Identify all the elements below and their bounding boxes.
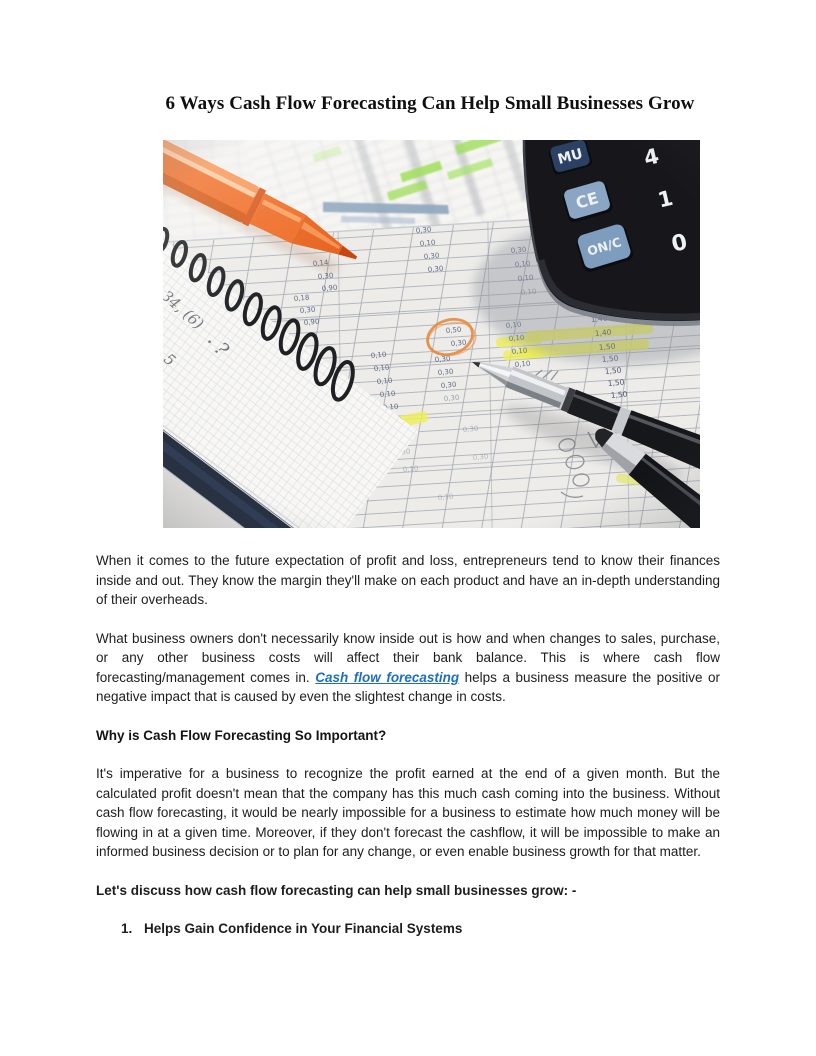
paragraph-importance: It's imperative for a business to recognize the profit earned at the end of a given month. But the calculated profit doesn't mean that the company has this much cash coming into the business. Without cash flow forecasting, it would be nearly impossible for a business to estimate how much money will be flowing in at a given time. Moreover, if they don't forecast the cashflow, it will be impossible to make an informed business decision or to plan for any change, or even enable business growth for that matter. [96, 766, 720, 859]
paragraph-forecasting [96, 629, 720, 707]
vignette-overlay [163, 140, 700, 528]
section-heading-why-important: Why is Cash Flow Forecasting So Important? [96, 727, 387, 743]
cash-flow-forecasting-link[interactable]: Cash flow forecasting [315, 669, 460, 685]
list-item-1-label: Helps Gain Confidence in Your Financial Systems [144, 921, 463, 936]
list-intro: Let's discuss how cash flow forecasting can help small businesses grow: - [96, 882, 577, 898]
paragraph-forecasting-text-after: helps a business measure the positive or negative impact that is caused by even the slightest change in costs. [96, 669, 721, 704]
page-title: 6 Ways Cash Flow Forecasting Can Help Small Businesses Grow [165, 93, 695, 114]
list-item-1-number: 1. [121, 921, 133, 936]
list-item-1 [121, 919, 720, 939]
desk-photo-illustration [163, 140, 700, 528]
paragraph-intro: When it comes to the future expectation of profit and loss, entrepreneurs tend to know their finances inside and out. They know the margin they'll make on each product and have an in-depth understanding of their overheads. [96, 553, 720, 607]
article-hero-photo [163, 140, 700, 528]
paragraph-forecasting-text: What business owners don't necessarily know inside out is how and when changes to sales, purchase, or any other business costs will affect their bank balance. This is where cash flow forecasting/management comes in. [96, 630, 720, 685]
